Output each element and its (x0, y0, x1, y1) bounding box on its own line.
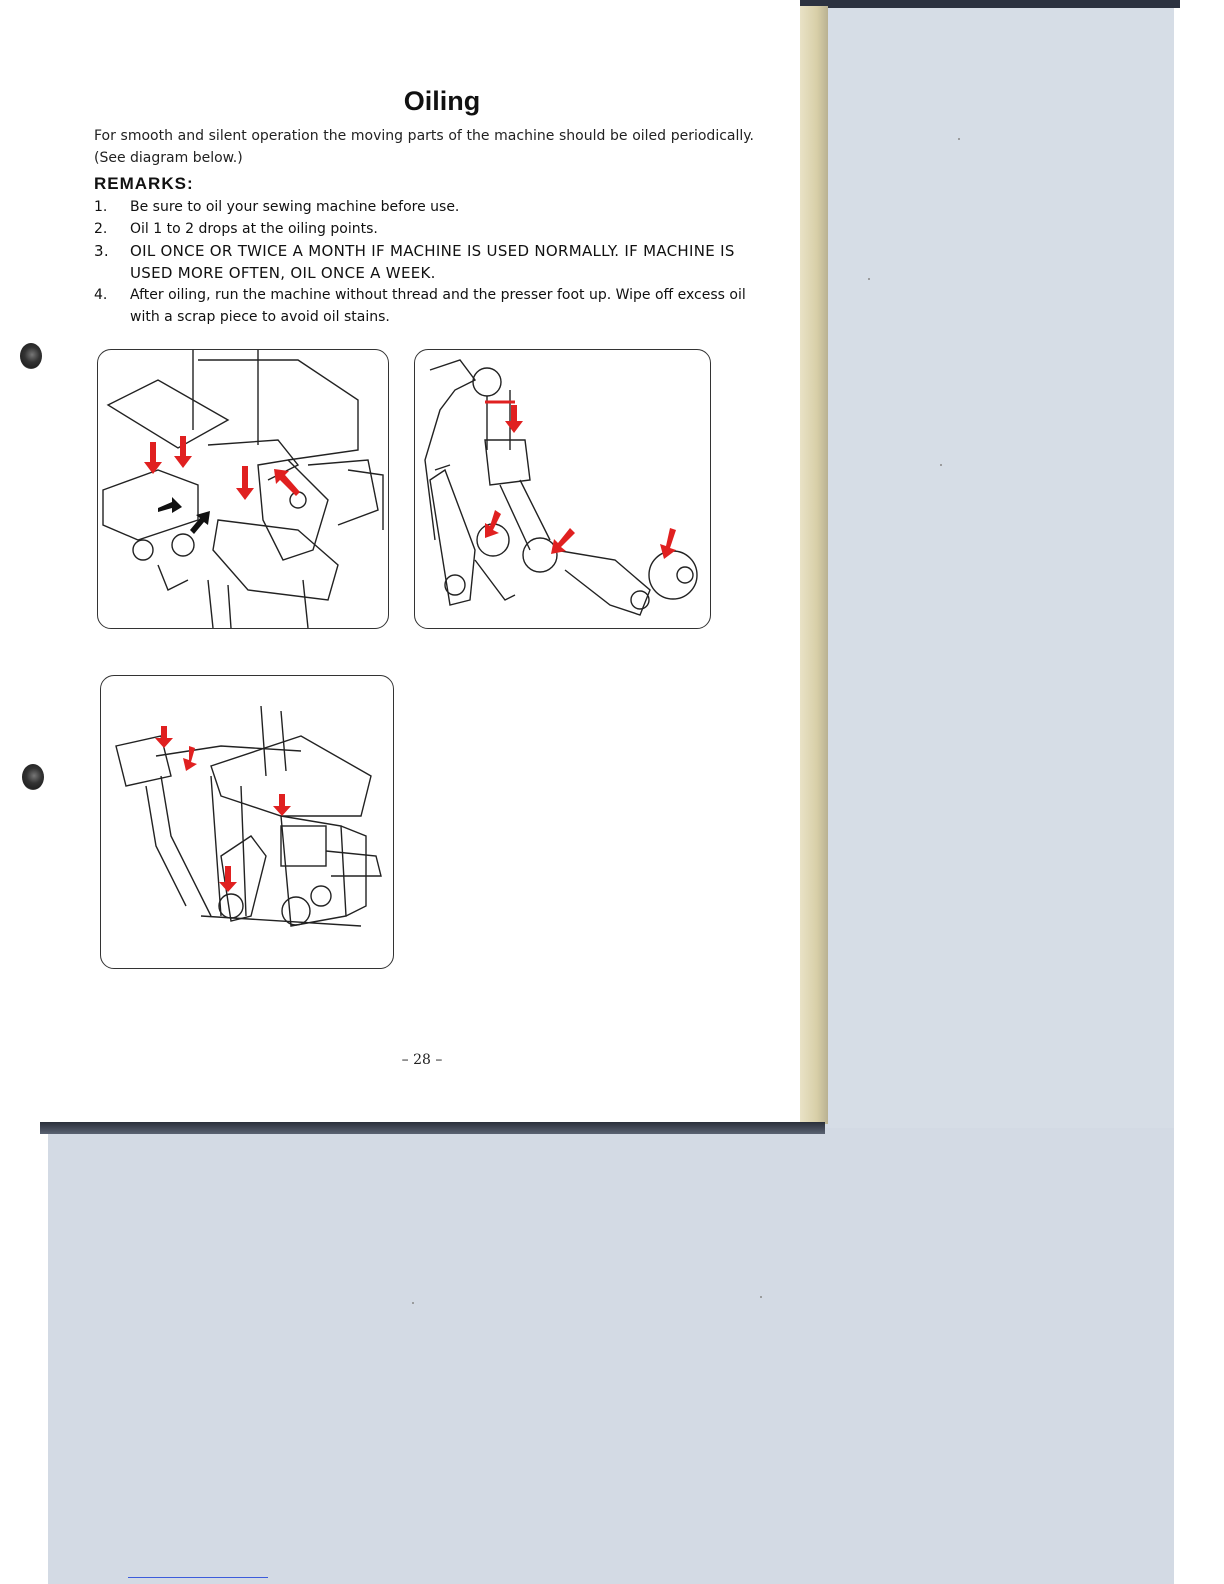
oiling-diagram-upper-left (97, 349, 389, 629)
manual-page (42, 8, 802, 1120)
remark-number: 2. (94, 221, 108, 237)
scanner-bed-bottom (48, 1128, 1174, 1584)
page-bottom-shadow (40, 1122, 825, 1134)
looper-illustration (101, 676, 393, 968)
remark-item (94, 284, 754, 328)
remark-text: Be sure to oil your sewing machine before use. (130, 199, 460, 215)
remark-number: 1. (94, 199, 108, 215)
dust-speck (412, 1302, 414, 1304)
remark-number: 3. (94, 242, 109, 260)
page-title: Oiling (403, 86, 481, 116)
oiling-diagram-lower (100, 675, 394, 969)
remark-item (94, 196, 754, 218)
page-number: – 28 – (401, 1052, 443, 1068)
page-edge (800, 6, 828, 1124)
remark-number: 4. (94, 287, 108, 303)
scanner-bed-right (810, 0, 1174, 1130)
page-edge-top (800, 0, 1180, 8)
remark-item (94, 218, 754, 240)
machine-illustration (98, 350, 388, 628)
binder-hole (20, 343, 42, 369)
dust-speck (940, 464, 942, 466)
link-underline (128, 1577, 268, 1578)
dust-speck (868, 278, 870, 280)
oiling-diagram-upper-right (414, 349, 711, 629)
remarks-list (94, 196, 754, 328)
remark-item (94, 240, 754, 284)
needle-bar-illustration (415, 350, 710, 628)
remark-text: After oiling, run the machine without thread and the presser foot up. Wipe off excess oil with a scrap piece to avoid oil stains. (130, 287, 746, 325)
intro-paragraph: For smooth and silent operation the moving parts of the machine should be oiled periodically. (See diagram below.) (94, 128, 754, 166)
dust-speck (958, 138, 960, 140)
oil-arrow-group (144, 436, 300, 500)
remarks-heading: REMARKS: (94, 174, 194, 193)
remark-text: Oil 1 to 2 drops at the oiling points. (130, 221, 378, 237)
dust-speck (760, 1296, 762, 1298)
margin-right (1174, 0, 1224, 1584)
binder-hole (22, 764, 44, 790)
remark-text: OIL ONCE OR TWICE A MONTH IF MACHINE IS USED NORMALLY. IF MACHINE IS USED MORE OFTEN, OIL ONCE A WEEK. (130, 242, 735, 282)
